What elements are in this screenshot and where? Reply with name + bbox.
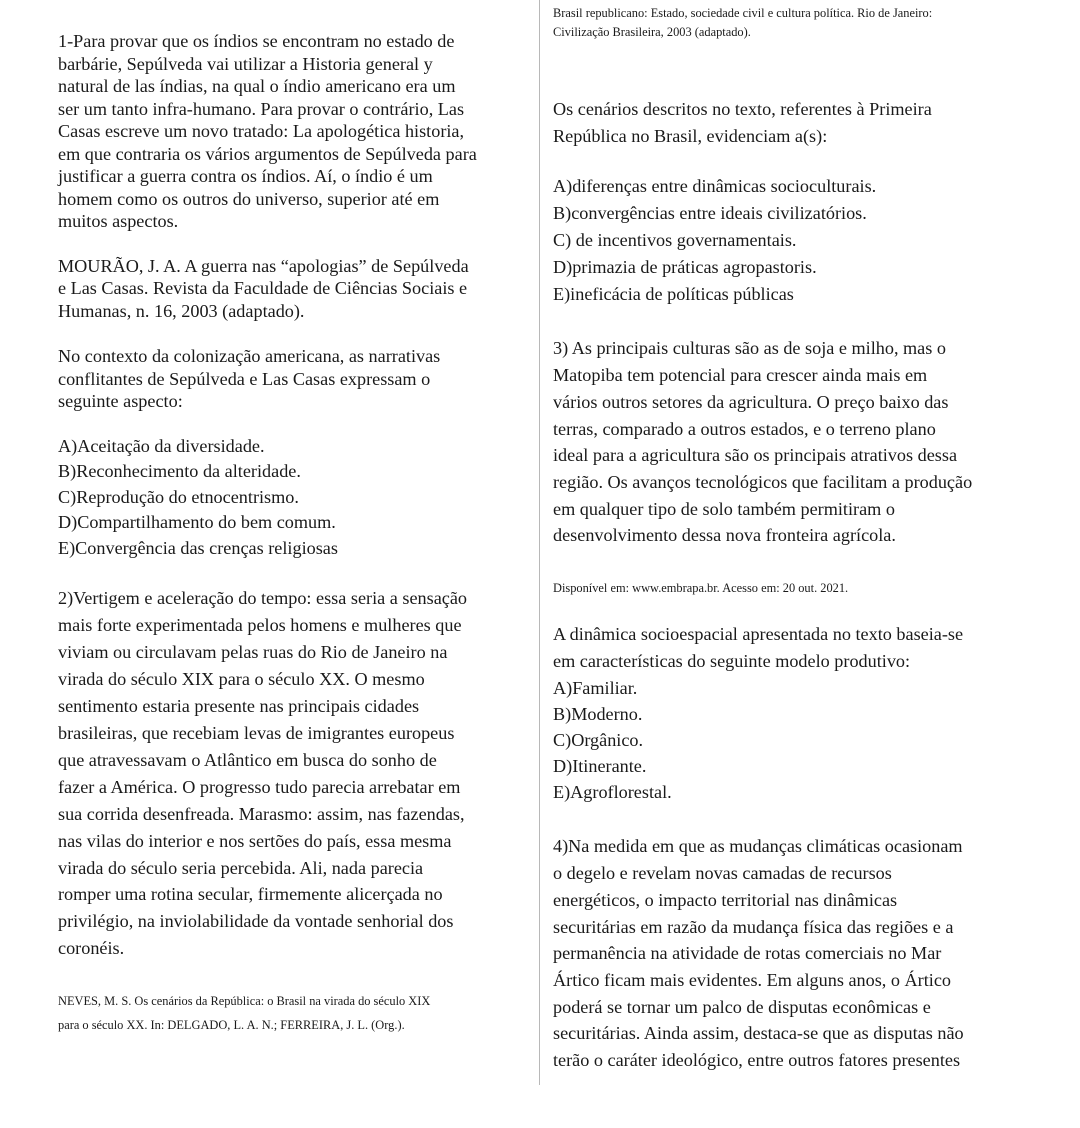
question-1-source bbox=[58, 255, 528, 323]
text-line: terras, comparado a outros estados, e o terreno plano bbox=[553, 418, 936, 439]
text-line: justificar a guerra contra os índios. Aí, o índio é um bbox=[58, 166, 433, 186]
text-line: securitárias. Ainda assim, destaca-se que as disputas não bbox=[553, 1023, 964, 1044]
answer-option-e[interactable]: E)Convergência das crenças religiosas bbox=[58, 537, 338, 558]
right-column bbox=[553, 4, 1053, 1074]
question-4-text bbox=[553, 833, 1053, 1073]
answer-option-d[interactable]: D)primazia de práticas agropastoris. bbox=[553, 257, 817, 278]
text-line: 1-Para provar que os índios se encontram no estado de bbox=[58, 31, 455, 51]
text-line: vários outros setores da agricultura. O preço baixo das bbox=[553, 391, 949, 412]
answer-option-e[interactable]: E)ineficácia de políticas públicas bbox=[553, 284, 794, 305]
left-column bbox=[58, 30, 528, 1037]
answer-option-b[interactable]: B)Moderno. bbox=[553, 704, 643, 725]
text-line: o degelo e revelam novas camadas de recursos bbox=[553, 863, 892, 884]
question-3-options bbox=[553, 675, 1053, 805]
text-line: 2)Vertigem e aceleração do tempo: essa seria a sensação bbox=[58, 588, 468, 609]
text-line: natural de las índias, na qual o índio americano era um bbox=[58, 76, 456, 96]
answer-option-c[interactable]: C) de incentivos governamentais. bbox=[553, 230, 797, 251]
text-line: coronéis. bbox=[58, 938, 125, 959]
text-line: terão o caráter ideológico, entre outros fatores presentes bbox=[553, 1050, 961, 1071]
question-1-options bbox=[58, 434, 528, 562]
question-2-prompt bbox=[553, 96, 1053, 149]
question-3-text bbox=[553, 335, 1053, 549]
text-line: ideal para a agricultura são os principais atrativos dessa bbox=[553, 445, 958, 466]
question-3-prompt bbox=[553, 621, 1053, 674]
text-line: desenvolvimento dessa nova fronteira agrícola. bbox=[553, 525, 896, 546]
answer-option-e[interactable]: E)Agroflorestal. bbox=[553, 782, 672, 803]
prompt-line: A dinâmica socioespacial apresentada no texto baseia-se bbox=[553, 624, 964, 645]
answer-option-b[interactable]: B)Reconhecimento da alteridade. bbox=[58, 461, 301, 482]
answer-option-a[interactable]: A)Aceitação da diversidade. bbox=[58, 435, 265, 456]
text-line: energéticos, o impacto territorial nas dinâmicas bbox=[553, 889, 898, 910]
answer-option-c[interactable]: C)Orgânico. bbox=[553, 730, 644, 751]
text-line: que atravessavam o Atlântico em busca do sonho de bbox=[58, 749, 437, 770]
text-line: permanência na atividade de rotas comerciais no Mar bbox=[553, 943, 942, 964]
text-line: 3) As principais culturas são as de soja e milho, mas o bbox=[553, 338, 946, 359]
text-line: nas vilas do interior e nos sertões do país, essa mesma bbox=[58, 830, 452, 851]
question-2-source-continued bbox=[553, 4, 1053, 42]
text-line: brasileiras, que recebiam levas de imigrantes europeus bbox=[58, 723, 455, 743]
source-line: e Las Casas. Revista da Faculdade de Ciências Sociais e bbox=[58, 278, 468, 298]
answer-option-c[interactable]: C)Reprodução do etnocentrismo. bbox=[58, 486, 299, 507]
text-line: romper uma rotina secular, firmemente alicerçada no bbox=[58, 884, 443, 905]
source-line: MOURÃO, J. A. A guerra nas “apologias” de Sepúlveda bbox=[58, 255, 469, 276]
text-line: Casas escreve um novo tratado: La apologética historia, bbox=[58, 121, 465, 141]
source-line: Disponível em: www.embrapa.br. Acesso em: 20 out. 2021. bbox=[553, 581, 849, 596]
text-line: virada do século XIX para o século XX. O mesmo bbox=[58, 669, 425, 690]
question-2-options bbox=[553, 173, 1053, 308]
text-line: privilégio, na inviolabilidade da vontade senhorial dos bbox=[58, 911, 454, 932]
source-line: para o século XX. In: DELGADO, L. A. N.; FERREIRA, J. L. (Org.). bbox=[58, 1018, 405, 1033]
text-line: em qualquer tipo de solo também permitiram o bbox=[553, 498, 895, 519]
question-2-text bbox=[58, 585, 528, 962]
text-line: fazer a América. O progresso tudo parecia arrebatar em bbox=[58, 776, 461, 797]
text-line: Matopiba tem potencial para crescer ainda mais em bbox=[553, 365, 928, 386]
prompt-line: Os cenários descritos no texto, referentes à Primeira bbox=[553, 99, 932, 119]
text-line: sua corrida desenfreada. Marasmo: assim, nas fazendas, bbox=[58, 803, 465, 824]
question-3-source bbox=[553, 580, 1053, 597]
text-line: virada do século seria percebida. Ali, nada parecia bbox=[58, 857, 424, 878]
text-line: 4)Na medida em que as mudanças climáticas ocasionam bbox=[553, 836, 963, 857]
source-line: NEVES, M. S. Os cenários da República: o Brasil na virada do século XIX bbox=[58, 994, 431, 1009]
text-line: homem como os outros do universo, superior até em bbox=[58, 188, 440, 209]
prompt-line: seguinte aspecto: bbox=[58, 391, 183, 411]
text-line: região. Os avanços tecnológicos que facilitam a produção bbox=[553, 471, 973, 492]
text-line: Ártico ficam mais evidentes. Em alguns anos, o Ártico bbox=[553, 969, 952, 990]
text-line: em que contraria os vários argumentos de Sepúlveda para bbox=[58, 143, 477, 164]
question-2-source bbox=[58, 989, 528, 1037]
answer-option-b[interactable]: B)convergências entre ideais civilizatórios. bbox=[553, 203, 867, 224]
answer-option-a[interactable]: A)Familiar. bbox=[553, 678, 638, 699]
prompt-line: conflitantes de Sepúlveda e Las Casas expressam o bbox=[58, 368, 431, 389]
text-line: ser um tanto infra-humano. Para provar o contrário, Las bbox=[58, 98, 465, 119]
text-line: poderá se tornar um palco de disputas econômicas e bbox=[553, 996, 931, 1017]
text-line: barbárie, Sepúlveda vai utilizar a Historia general y bbox=[58, 53, 433, 74]
answer-option-d[interactable]: D)Compartilhamento do bem comum. bbox=[58, 512, 336, 533]
text-line: mais forte experimentada pelos homens e mulheres que bbox=[58, 615, 462, 636]
answer-option-d[interactable]: D)Itinerante. bbox=[553, 756, 647, 777]
source-line: Civilização Brasileira, 2003 (adaptado). bbox=[553, 25, 751, 39]
text-line: muitos aspectos. bbox=[58, 211, 179, 231]
source-line: Humanas, n. 16, 2003 (adaptado). bbox=[58, 300, 305, 321]
prompt-line: em características do seguinte modelo produtivo: bbox=[553, 650, 911, 671]
answer-option-a[interactable]: A)diferenças entre dinâmicas socioculturais. bbox=[553, 176, 877, 197]
text-line: sentimento estaria presente nas principais cidades bbox=[58, 696, 420, 717]
question-1-text bbox=[58, 30, 528, 233]
prompt-line: República no Brasil, evidenciam a(s): bbox=[553, 125, 828, 146]
column-divider bbox=[539, 0, 540, 1085]
text-line: viviam ou circulavam pelas ruas do Rio de Janeiro na bbox=[58, 642, 448, 663]
source-line: Brasil republicano: Estado, sociedade civil e cultura política. Rio de Janeiro: bbox=[553, 6, 933, 20]
text-line: securitárias em razão da mudança física das regiões e a bbox=[553, 916, 954, 937]
question-1-prompt bbox=[58, 345, 528, 413]
prompt-line: No contexto da colonização americana, as narrativas bbox=[58, 346, 441, 366]
